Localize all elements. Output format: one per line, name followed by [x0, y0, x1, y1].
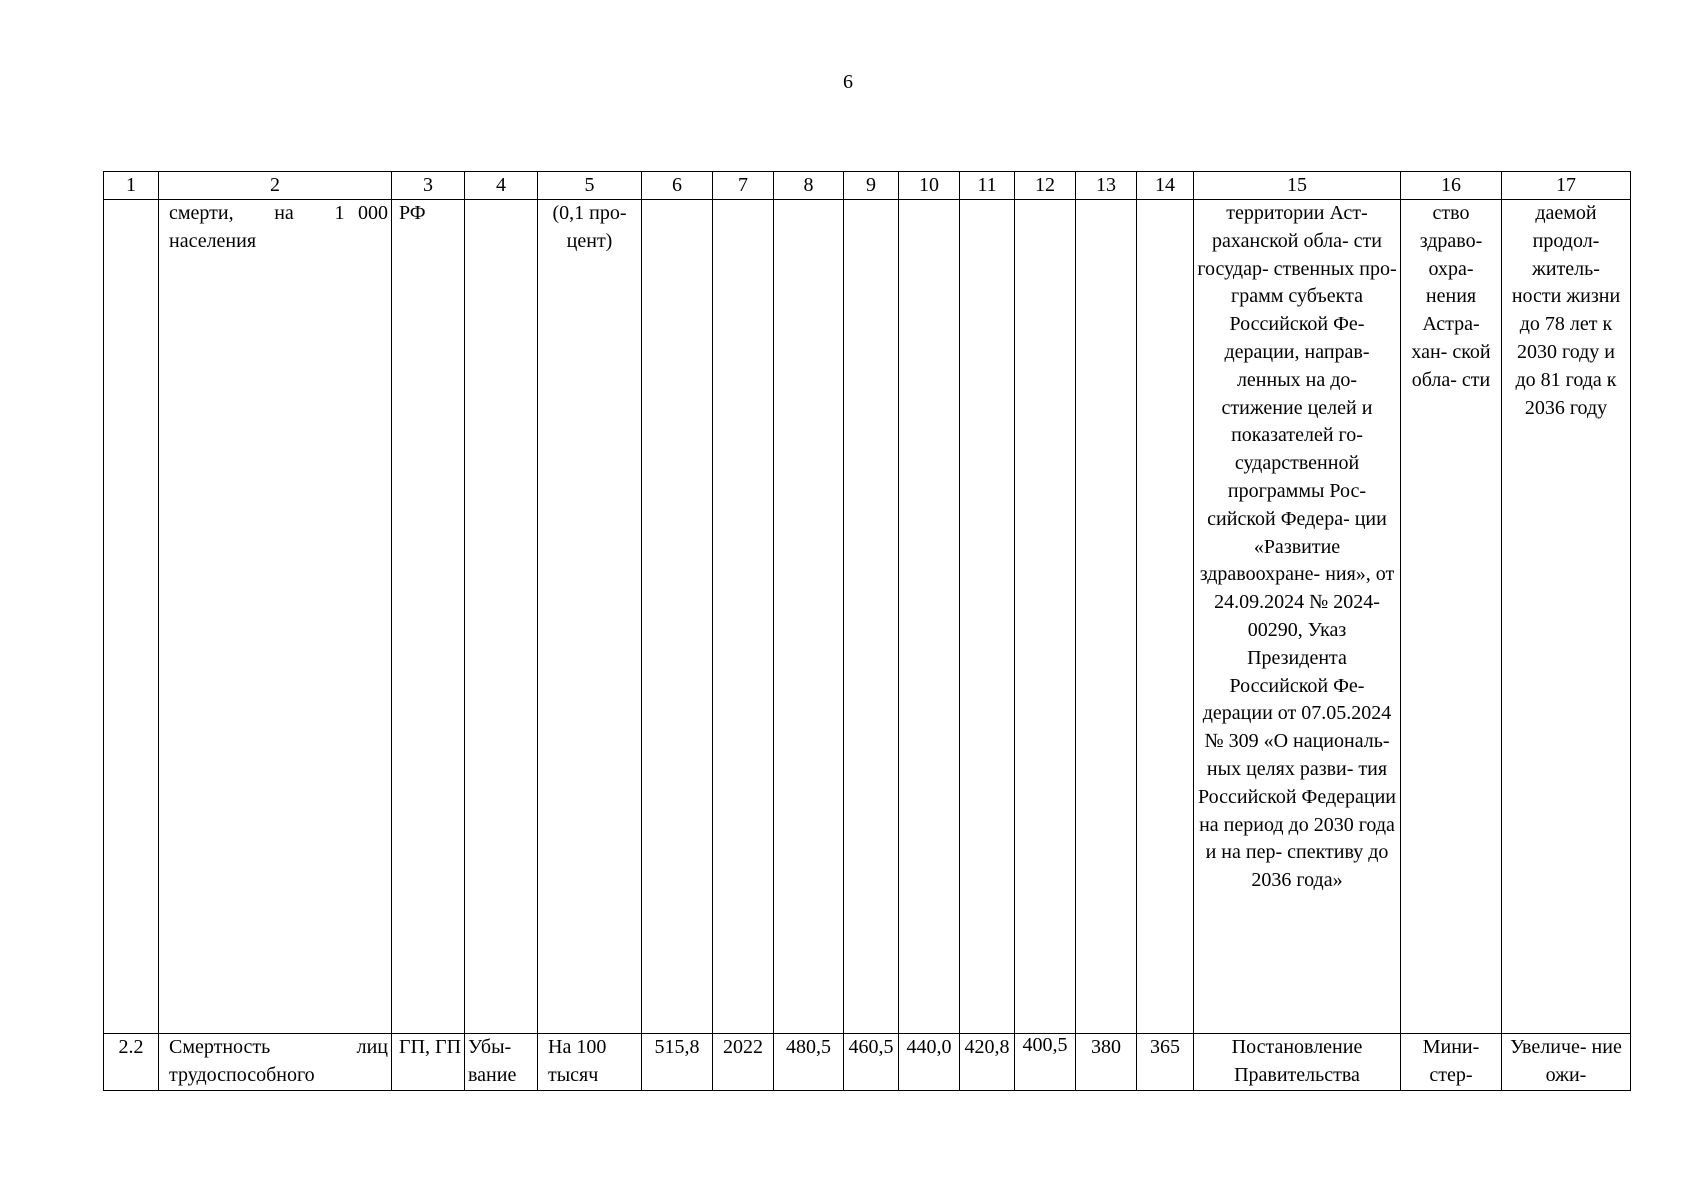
row-number-cell: [104, 200, 159, 1034]
responsible-cell: Мини- стер-: [1401, 1034, 1502, 1091]
legal-basis-cell: территории Аст- раханской обла- сти государ- ственных про- грамм субъекта Российской Фе- дерации, направ- ленных на до- стижение целей и показателей го- сударственной программы Рос- сийской Федера- ции «Развитие здравоохране- ния», от 24.09.2024 № 2024-00290, Указ Президента Российской Фе- дерации от 07.05.2024 № 309 «О националь- ных целях разви- тия Российской Федерации на период до 2030 года и на пер- спективу до 2036 года»: [1194, 200, 1401, 1034]
indicator-name-cell: [159, 200, 392, 1034]
page-number: 6: [843, 71, 853, 93]
col-header: 9: [844, 172, 899, 200]
trend-cell: [465, 200, 538, 1034]
value-cell: 380: [1076, 1034, 1137, 1091]
trend-cell: Убы- вание: [465, 1034, 538, 1091]
column-number-row: [104, 172, 1631, 200]
value-cell: 420,8: [960, 1034, 1015, 1091]
indicator-name-line: смерти, на 1 000: [169, 202, 388, 224]
value-cell: 460,5: [844, 1034, 899, 1091]
value-cell: [1015, 200, 1076, 1034]
goal-link-cell: даемой продол- житель- ности жизни до 78 лет к 2030 году и до 81 года к 2036 году: [1502, 200, 1631, 1034]
legal-basis-cell: Постановление Правительства: [1194, 1034, 1401, 1091]
col-header: 14: [1137, 172, 1194, 200]
unit-cell: (0,1 про- цент): [538, 200, 642, 1034]
value-cell: [844, 200, 899, 1034]
table-row: [104, 1034, 1631, 1091]
col-header: 10: [899, 172, 960, 200]
value-cell: 515,8: [642, 1034, 713, 1091]
value-cell: [774, 200, 844, 1034]
value-cell: [960, 200, 1015, 1034]
indicator-name-line: населения: [169, 229, 257, 252]
value-cell: 400,5: [1015, 1034, 1076, 1091]
value-cell: [1076, 200, 1137, 1034]
col-header: 11: [960, 172, 1015, 200]
value-cell: [713, 200, 774, 1034]
responsible-cell: ство здраво- охра- нения Астра- хан- ской обла- сти: [1401, 200, 1502, 1034]
col-header: 12: [1015, 172, 1076, 200]
col-header: 15: [1194, 172, 1401, 200]
indicator-name-cell: [159, 1034, 392, 1091]
table-row: [104, 200, 1631, 1034]
col-header: 2: [159, 172, 392, 200]
unit-cell: На 100 тысяч: [538, 1034, 642, 1091]
indicator-name-line: Смертность лиц: [169, 1036, 388, 1058]
col-header: 5: [538, 172, 642, 200]
level-cell: ГП, ГП: [392, 1034, 465, 1091]
value-cell: 365: [1137, 1034, 1194, 1091]
indicators-table: [103, 171, 1631, 1091]
col-header: 8: [774, 172, 844, 200]
col-header: 17: [1502, 172, 1631, 200]
value-cell: 480,5: [774, 1034, 844, 1091]
indicator-name-line: трудоспособного: [169, 1063, 315, 1086]
goal-link-cell: Увеличе- ние ожи-: [1502, 1034, 1631, 1091]
col-header: 4: [465, 172, 538, 200]
value-cell: 2022: [713, 1034, 774, 1091]
col-header: 16: [1401, 172, 1502, 200]
value-cell: [1137, 200, 1194, 1034]
col-header: 1: [104, 172, 159, 200]
col-header: 6: [642, 172, 713, 200]
value-cell: 440,0: [899, 1034, 960, 1091]
col-header: 3: [392, 172, 465, 200]
level-cell: РФ: [392, 200, 465, 1034]
value-cell: [642, 200, 713, 1034]
row-number-cell: 2.2: [104, 1034, 159, 1091]
col-header: 7: [713, 172, 774, 200]
col-header: 13: [1076, 172, 1137, 200]
value-cell: [899, 200, 960, 1034]
